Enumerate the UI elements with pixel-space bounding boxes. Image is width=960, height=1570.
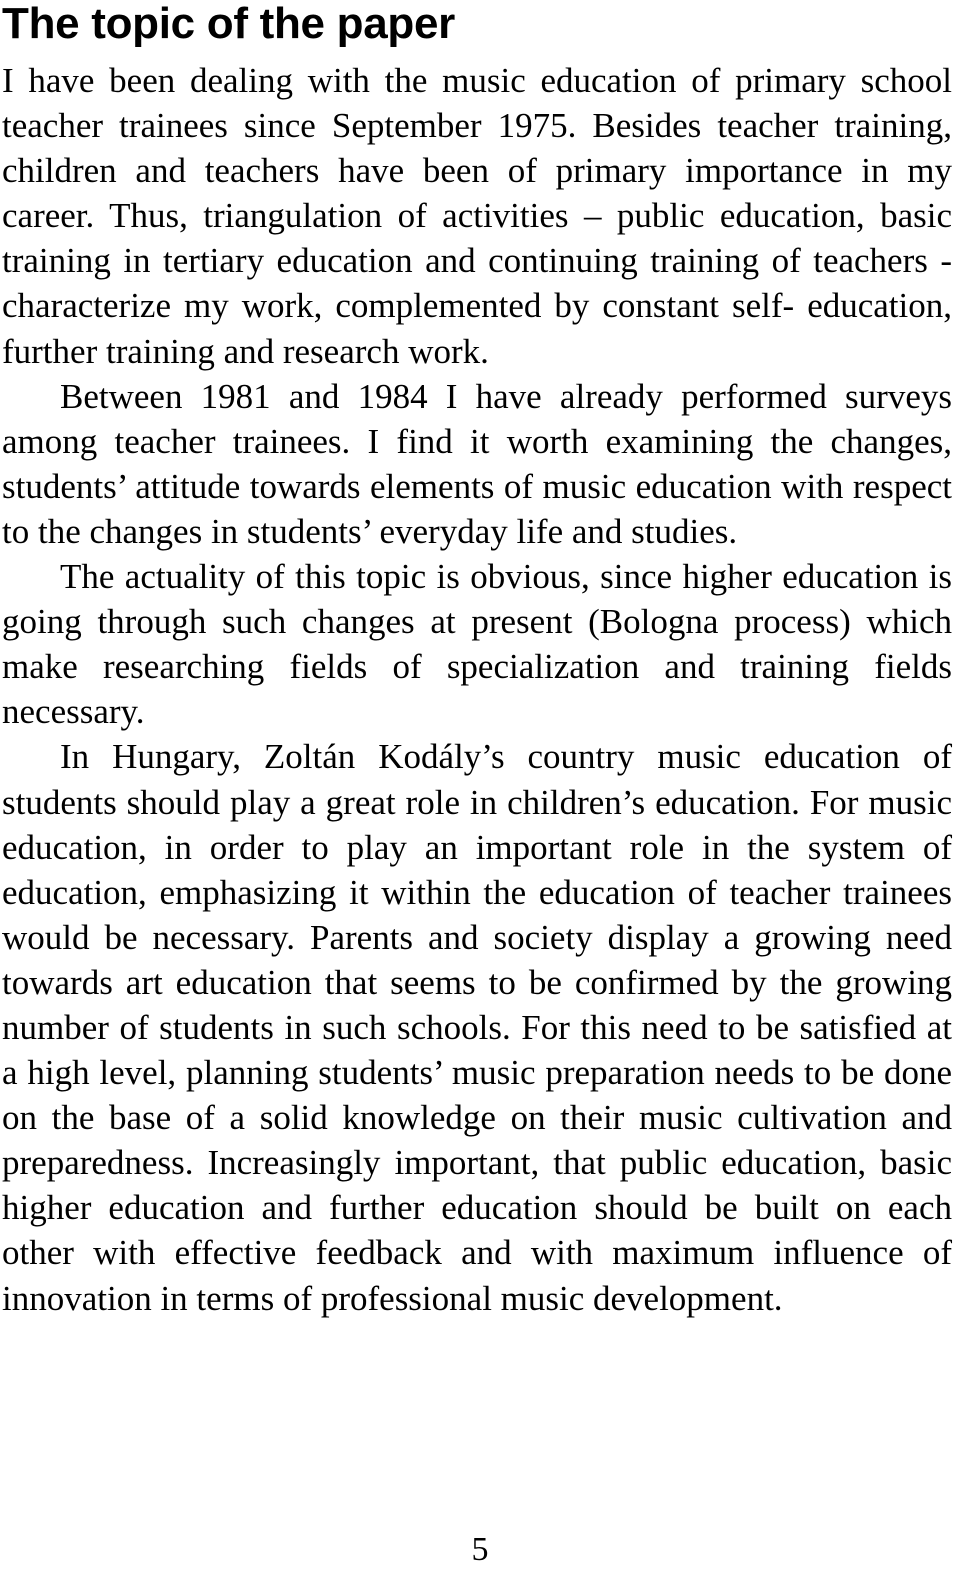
paragraph-3: The actuality of this topic is obvious, since higher education is going through such changes at present (Bologna process) which make researching fields of specialization and training fields necessary.: [2, 557, 952, 732]
section-heading: The topic of the paper: [2, 0, 455, 48]
paragraph-4: In Hungary, Zoltán Kodály’s country music education of students should play a great role in children’s education. For music education, in order to play an important role in the system of education, emphasizing it within the education of teacher trainees would be necessary. Parents and society display a growing need towards art education that seems to be confirmed by the growing number of students in such schools. For this need to be satisfied at a high level, planning students’ music preparation needs to be done on the base of a solid knowledge on their music cultivation and preparedness. Increasingly important, that public education, basic higher education and further education should be built on each other with effective feedback and with maximum influence of innovation in terms of professional music development.: [2, 737, 952, 1318]
body-text: [2, 58, 952, 1321]
page-number: 5: [471, 1531, 489, 1568]
paragraph-1: I have been dealing with the music education of primary school teacher trainees since September 1975. Besides teacher training, children and teachers have been of primary importance in my career. Thus, triangulation of activities – public education, basic training in tertiary education and continuing training of teachers - characterize my work, complemented by constant self- education, further training and research work.: [2, 61, 952, 371]
paragraph-2: Between 1981 and 1984 I have already performed surveys among teacher trainees. I find it worth examining the changes, students’ attitude towards elements of music education with respect to the changes in students’ everyday life and studies.: [2, 376, 952, 551]
